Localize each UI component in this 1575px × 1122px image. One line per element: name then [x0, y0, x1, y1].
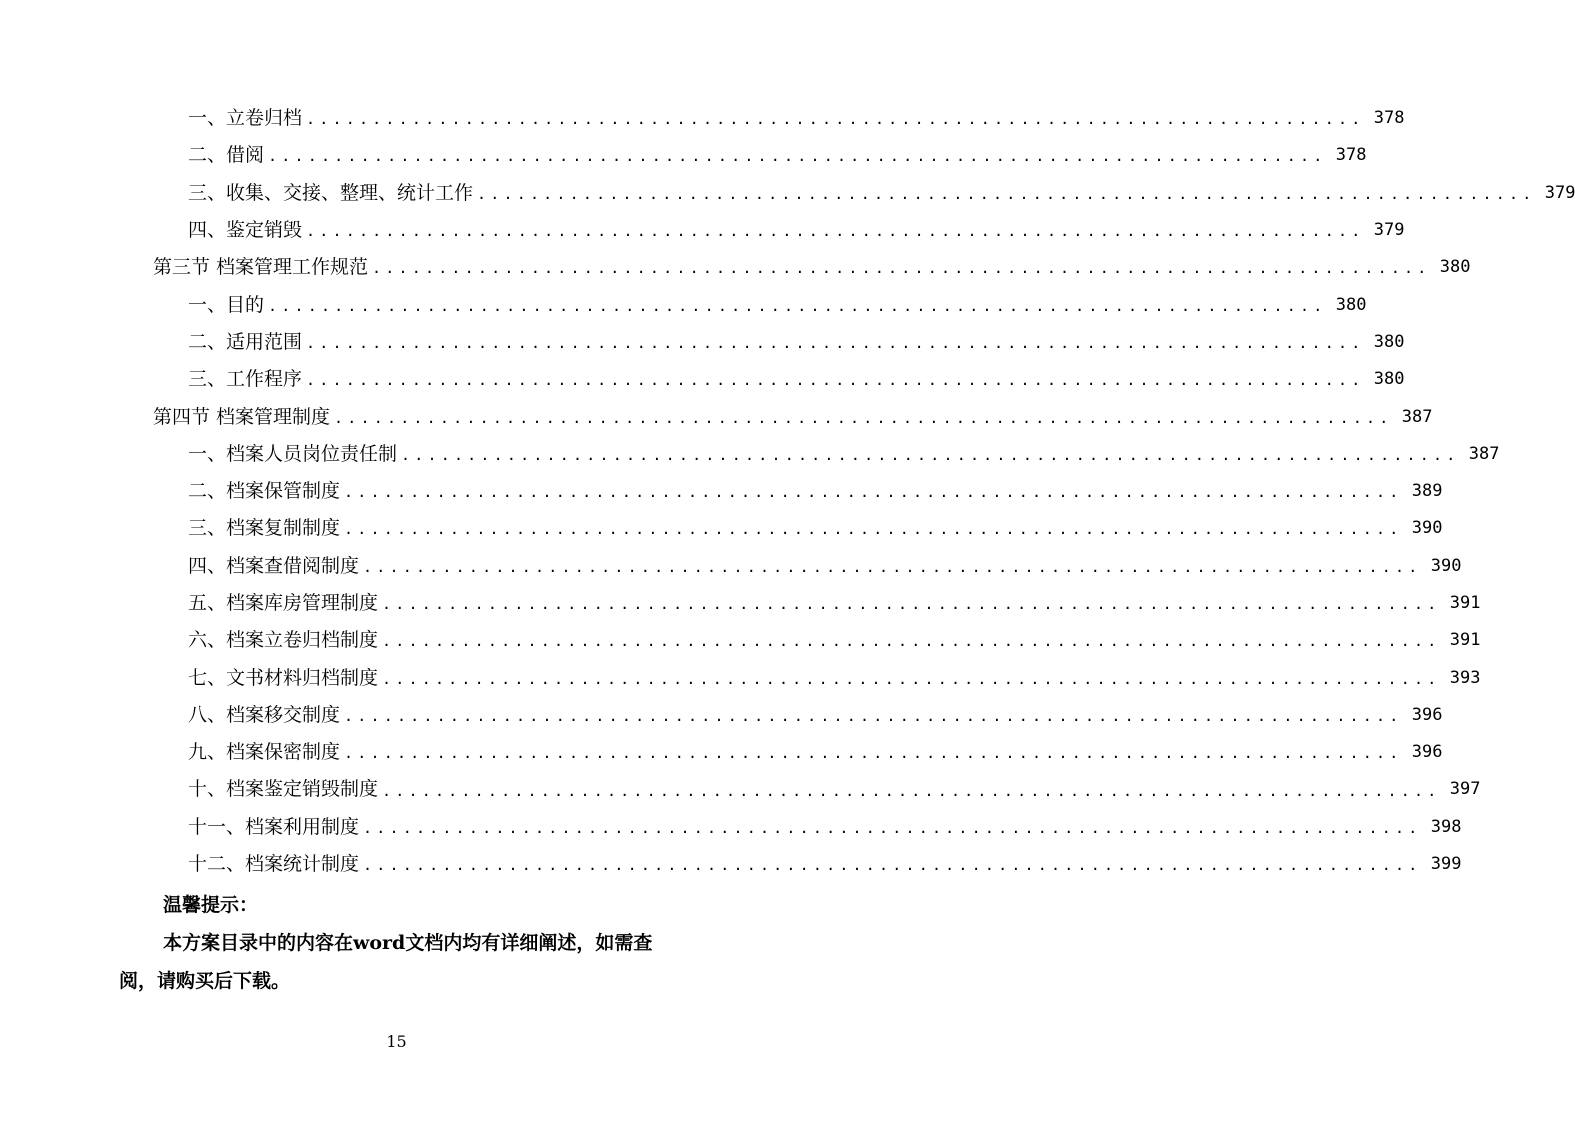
toc-item-entry[interactable]	[0, 548, 1462, 585]
toc-item-entry[interactable]	[0, 212, 1405, 249]
table-of-contents	[0, 100, 1575, 883]
toc-item-entry[interactable]	[0, 510, 1443, 547]
toc-entry-page: 380	[1373, 331, 1405, 352]
toc-entry-title: 第三节 档案管理工作规范	[153, 256, 369, 279]
toc-entry-title: 二、档案保管制度	[188, 480, 341, 503]
toc-entry-page: 378	[1373, 108, 1405, 129]
toc-entry-title: 五、档案库房管理制度	[188, 592, 379, 614]
toc-leader-dots: ................................................................................	[477, 184, 1536, 203]
toc-entry-title: 七、文书材料归档制度	[188, 666, 379, 689]
toc-entry-title: 一、档案人员岗位责任制	[188, 442, 398, 465]
toc-entry-title: 八、档案移交制度	[188, 703, 341, 726]
toc-leader-dots: ................................................................................	[268, 296, 1327, 315]
toc-entry-page: 390	[1430, 555, 1462, 576]
toc-entry-title: 十二、档案统计制度	[188, 853, 360, 876]
toc-leader-dots: ................................................................................	[382, 632, 1441, 651]
toc-entry-title: 四、鉴定销毁	[188, 219, 303, 242]
toc-item-entry[interactable]	[0, 361, 1405, 398]
toc-leader-dots: ................................................................................	[382, 781, 1441, 800]
toc-item-entry[interactable]	[0, 734, 1443, 771]
toc-item-entry[interactable]	[0, 324, 1405, 361]
toc-item-entry[interactable]	[0, 286, 1367, 323]
toc-item-entry[interactable]	[0, 100, 1405, 137]
toc-item-entry[interactable]	[0, 659, 1481, 696]
toc-entry-page: 393	[1449, 667, 1481, 688]
toc-entry-page: 380	[1439, 257, 1471, 278]
toc-leader-dots: ................................................................................	[344, 520, 1403, 539]
toc-leader-dots: ................................................................................	[382, 595, 1441, 614]
toc-entry-title: 一、立卷归档	[188, 107, 303, 130]
toc-entry-page: 380	[1373, 369, 1405, 390]
toc-leader-dots: ................................................................................	[363, 557, 1422, 576]
toc-entry-page: 398	[1430, 816, 1462, 837]
toc-entry-title: 六、档案立卷归档制度	[188, 629, 379, 652]
toc-leader-dots: ................................................................................	[268, 147, 1327, 166]
tip-heading: 温馨提示：	[163, 894, 259, 916]
toc-entry-title: 三、档案复制制度	[188, 517, 341, 540]
toc-item-entry[interactable]	[0, 809, 1462, 846]
toc-entry-page: 387	[1401, 406, 1433, 427]
toc-item-entry[interactable]	[0, 137, 1367, 174]
toc-leader-dots: ................................................................................	[334, 408, 1393, 427]
toc-leader-dots: ................................................................................	[306, 222, 1365, 241]
toc-section-entry[interactable]	[0, 249, 1471, 286]
toc-item-entry[interactable]	[0, 771, 1481, 808]
toc-leader-dots: ................................................................................	[306, 371, 1365, 390]
toc-entry-title: 十一、档案利用制度	[188, 815, 360, 838]
toc-entry-title: 九、档案保密制度	[188, 741, 341, 764]
toc-leader-dots: ................................................................................	[363, 856, 1422, 875]
toc-entry-page: 379	[1373, 220, 1405, 241]
toc-item-entry[interactable]	[0, 697, 1443, 734]
toc-entry-page: 379	[1544, 182, 1575, 203]
toc-leader-dots: ................................................................................	[363, 818, 1422, 837]
toc-item-entry[interactable]	[0, 846, 1462, 883]
toc-leader-dots: ................................................................................	[344, 706, 1403, 725]
toc-leader-dots: ................................................................................	[401, 445, 1460, 464]
toc-entry-page: 397	[1449, 779, 1481, 800]
toc-entry-title: 第四节 档案管理制度	[153, 405, 331, 428]
toc-leader-dots: ................................................................................	[372, 259, 1431, 278]
toc-entry-title: 十、档案鉴定销毁制度	[188, 778, 379, 801]
toc-entry-title: 三、收集、交接、整理、统计工作	[188, 181, 474, 204]
toc-leader-dots: ................................................................................	[306, 333, 1365, 352]
toc-item-entry[interactable]	[0, 622, 1481, 659]
toc-entry-page: 389	[1411, 481, 1443, 502]
toc-entry-page: 396	[1411, 704, 1443, 725]
toc-entry-title: 四、档案查借阅制度	[188, 554, 360, 577]
toc-item-entry[interactable]	[0, 175, 1575, 212]
toc-entry-title: 二、适用范围	[188, 330, 303, 353]
toc-entry-title: 三、工作程序	[188, 368, 303, 391]
toc-entry-page: 399	[1430, 854, 1462, 875]
toc-item-entry[interactable]	[0, 436, 1500, 473]
toc-entry-page: 387	[1468, 443, 1500, 464]
toc-leader-dots: ................................................................................	[306, 110, 1365, 129]
toc-entry-page: 391	[1449, 630, 1481, 651]
toc-entry-page: 396	[1411, 742, 1443, 763]
toc-leader-dots: ................................................................................	[344, 744, 1403, 763]
toc-section-entry[interactable]	[0, 398, 1433, 435]
toc-leader-dots: ................................................................................	[344, 483, 1403, 502]
toc-entry-title: 二、借阅	[188, 144, 265, 167]
toc-entry-title: 一、目的	[188, 293, 265, 316]
toc-entry-page: 378	[1335, 145, 1367, 166]
page-number: 15	[386, 1032, 407, 1051]
toc-entry-page: 390	[1411, 518, 1443, 539]
toc-entry-page: 380	[1335, 294, 1367, 315]
toc-item-entry[interactable]	[0, 473, 1443, 510]
toc-item-entry[interactable]	[0, 585, 1481, 622]
tip-body: 本方案目录中的内容在word文档内均有详细阐述，如需查阅，请购买后下载。	[119, 932, 653, 992]
toc-entry-page: 391	[1449, 593, 1481, 613]
toc-leader-dots: ................................................................................	[382, 669, 1441, 688]
